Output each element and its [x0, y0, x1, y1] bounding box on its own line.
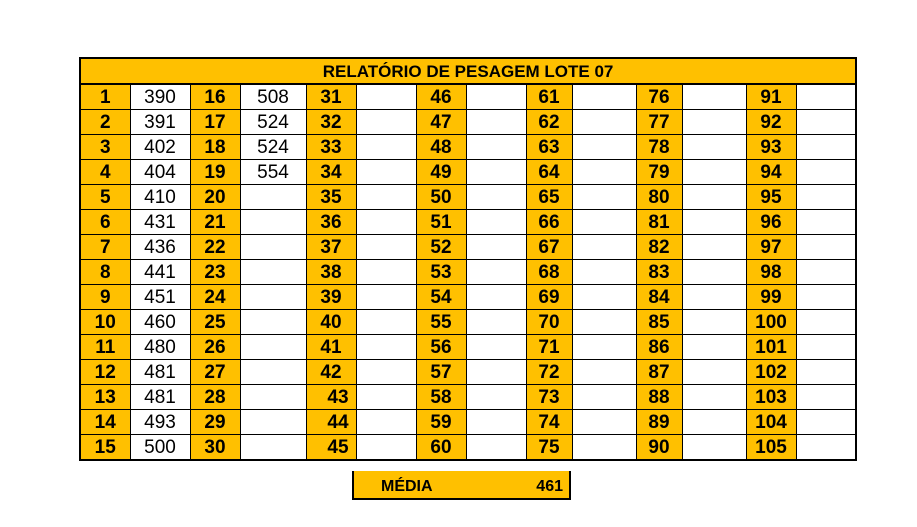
weight-value-cell[interactable]: [356, 360, 416, 385]
weight-value-cell[interactable]: [466, 435, 526, 461]
animal-number-cell: 97: [746, 235, 796, 260]
animal-number-cell: 71: [526, 335, 572, 360]
weight-value-cell[interactable]: [240, 285, 306, 310]
weight-value-cell[interactable]: [356, 435, 416, 461]
animal-number-cell: 32: [306, 110, 356, 135]
animal-number-cell: 35: [306, 185, 356, 210]
weight-value-cell[interactable]: [796, 185, 856, 210]
weight-value-cell[interactable]: [796, 135, 856, 160]
weight-value-cell[interactable]: [796, 235, 856, 260]
animal-number-cell: 95: [746, 185, 796, 210]
animal-number-cell: 84: [636, 285, 682, 310]
weight-value-cell[interactable]: [240, 335, 306, 360]
weight-value-cell[interactable]: 480: [130, 335, 190, 360]
weight-value-cell[interactable]: 402: [130, 135, 190, 160]
animal-number-cell: 12: [80, 360, 130, 385]
table-row: [80, 84, 856, 110]
weight-value-cell[interactable]: [682, 260, 746, 285]
animal-number-cell: 100: [746, 310, 796, 335]
table-row: [80, 135, 856, 160]
animal-number-cell: 54: [416, 285, 466, 310]
animal-number-cell: 77: [636, 110, 682, 135]
average-value: 461: [536, 478, 563, 495]
animal-number-cell: 63: [526, 135, 572, 160]
animal-number-cell: 68: [526, 260, 572, 285]
weight-value-cell[interactable]: 441: [130, 260, 190, 285]
animal-number-cell: 73: [526, 385, 572, 410]
table-row: [80, 210, 856, 235]
weight-value-cell[interactable]: [682, 110, 746, 135]
weight-value-cell[interactable]: [466, 84, 526, 110]
weight-value-cell[interactable]: [796, 410, 856, 435]
animal-number-cell: 42: [306, 360, 356, 385]
weight-value-cell[interactable]: 460: [130, 310, 190, 335]
animal-number-cell: 9: [80, 285, 130, 310]
animal-number-cell: 6: [80, 210, 130, 235]
animal-number-cell: 78: [636, 135, 682, 160]
animal-number-cell: 58: [416, 385, 466, 410]
weight-value-cell[interactable]: [356, 235, 416, 260]
weight-value-cell[interactable]: [682, 235, 746, 260]
animal-number-cell: 56: [416, 335, 466, 360]
animal-number-cell: 45: [306, 435, 356, 461]
animal-number-cell: 7: [80, 235, 130, 260]
animal-number-cell: 52: [416, 235, 466, 260]
animal-number-cell: 20: [190, 185, 240, 210]
animal-number-cell: 96: [746, 210, 796, 235]
animal-number-cell: 8: [80, 260, 130, 285]
table-row: [80, 235, 856, 260]
animal-number-cell: 3: [80, 135, 130, 160]
animal-number-cell: 41: [306, 335, 356, 360]
weight-value-cell[interactable]: 481: [130, 385, 190, 410]
animal-number-cell: 48: [416, 135, 466, 160]
weight-value-cell[interactable]: [356, 135, 416, 160]
animal-number-cell: 85: [636, 310, 682, 335]
weight-value-cell[interactable]: [356, 260, 416, 285]
animal-number-cell: 92: [746, 110, 796, 135]
animal-number-cell: 79: [636, 160, 682, 185]
table-row: [80, 185, 856, 210]
animal-number-cell: 2: [80, 110, 130, 135]
weight-value-cell[interactable]: [466, 285, 526, 310]
weight-value-cell[interactable]: [356, 210, 416, 235]
weight-value-cell[interactable]: [682, 385, 746, 410]
animal-number-cell: 38: [306, 260, 356, 285]
animal-number-cell: 11: [80, 335, 130, 360]
weight-value-cell[interactable]: [572, 260, 636, 285]
animal-number-cell: 80: [636, 185, 682, 210]
animal-number-cell: 27: [190, 360, 240, 385]
animal-number-cell: 76: [636, 84, 682, 110]
weight-value-cell[interactable]: [796, 435, 856, 461]
table-row: [80, 260, 856, 285]
weight-value-cell[interactable]: [356, 160, 416, 185]
weight-value-cell[interactable]: 431: [130, 210, 190, 235]
animal-number-cell: 1: [80, 84, 130, 110]
animal-number-cell: 10: [80, 310, 130, 335]
animal-number-cell: 43: [306, 385, 356, 410]
weight-value-cell[interactable]: [572, 185, 636, 210]
animal-number-cell: 36: [306, 210, 356, 235]
weight-value-cell[interactable]: 524: [240, 110, 306, 135]
weighing-report-table: [79, 57, 857, 461]
animal-number-cell: 98: [746, 260, 796, 285]
weight-value-cell[interactable]: [466, 210, 526, 235]
weight-value-cell[interactable]: 524: [240, 135, 306, 160]
weight-value-cell[interactable]: [356, 84, 416, 110]
weight-value-cell[interactable]: 481: [130, 360, 190, 385]
animal-number-cell: 65: [526, 185, 572, 210]
weight-value-cell[interactable]: [466, 360, 526, 385]
weight-value-cell[interactable]: [572, 360, 636, 385]
animal-number-cell: 67: [526, 235, 572, 260]
table-row: [80, 385, 856, 410]
weight-value-cell[interactable]: [572, 335, 636, 360]
weight-value-cell[interactable]: [796, 310, 856, 335]
weight-value-cell[interactable]: [682, 135, 746, 160]
animal-number-cell: 88: [636, 385, 682, 410]
weight-value-cell[interactable]: [796, 160, 856, 185]
weight-value-cell[interactable]: [796, 360, 856, 385]
weight-value-cell[interactable]: [240, 435, 306, 461]
animal-number-cell: 46: [416, 84, 466, 110]
table-row: [80, 335, 856, 360]
animal-number-cell: 26: [190, 335, 240, 360]
weight-value-cell[interactable]: [796, 84, 856, 110]
animal-number-cell: 39: [306, 285, 356, 310]
animal-number-cell: 17: [190, 110, 240, 135]
report-body: [80, 84, 856, 460]
weight-value-cell[interactable]: [466, 135, 526, 160]
animal-number-cell: 82: [636, 235, 682, 260]
animal-number-cell: 29: [190, 410, 240, 435]
average-label: MÉDIA: [381, 478, 433, 495]
weight-value-cell[interactable]: [572, 210, 636, 235]
weight-value-cell[interactable]: 404: [130, 160, 190, 185]
animal-number-cell: 103: [746, 385, 796, 410]
animal-number-cell: 24: [190, 285, 240, 310]
weight-value-cell[interactable]: [466, 335, 526, 360]
animal-number-cell: 86: [636, 335, 682, 360]
animal-number-cell: 91: [746, 84, 796, 110]
animal-number-cell: 22: [190, 235, 240, 260]
table-row: [80, 110, 856, 135]
weight-value-cell[interactable]: [682, 435, 746, 461]
weight-value-cell[interactable]: [572, 410, 636, 435]
animal-number-cell: 5: [80, 185, 130, 210]
weight-value-cell[interactable]: [682, 410, 746, 435]
table-row: [80, 160, 856, 185]
weight-value-cell[interactable]: 451: [130, 285, 190, 310]
animal-number-cell: 87: [636, 360, 682, 385]
weight-value-cell[interactable]: [796, 285, 856, 310]
weight-value-cell[interactable]: [466, 235, 526, 260]
animal-number-cell: 93: [746, 135, 796, 160]
weight-value-cell[interactable]: [682, 360, 746, 385]
weight-value-cell[interactable]: [466, 110, 526, 135]
weight-value-cell[interactable]: [572, 135, 636, 160]
animal-number-cell: 28: [190, 385, 240, 410]
animal-number-cell: 21: [190, 210, 240, 235]
animal-number-cell: 19: [190, 160, 240, 185]
weight-value-cell[interactable]: [240, 410, 306, 435]
animal-number-cell: 60: [416, 435, 466, 461]
weight-value-cell[interactable]: [466, 410, 526, 435]
animal-number-cell: 37: [306, 235, 356, 260]
weight-value-cell[interactable]: [356, 285, 416, 310]
weight-value-cell[interactable]: [572, 310, 636, 335]
table-row: [80, 310, 856, 335]
animal-number-cell: 34: [306, 160, 356, 185]
report-title: RELATÓRIO DE PESAGEM LOTE 07: [80, 58, 856, 84]
animal-number-cell: 61: [526, 84, 572, 110]
animal-number-cell: 104: [746, 410, 796, 435]
weight-value-cell[interactable]: [240, 385, 306, 410]
animal-number-cell: 69: [526, 285, 572, 310]
weight-value-cell[interactable]: [240, 310, 306, 335]
weight-value-cell[interactable]: [572, 435, 636, 461]
table-row: [80, 285, 856, 310]
weight-value-cell[interactable]: [682, 310, 746, 335]
animal-number-cell: 55: [416, 310, 466, 335]
animal-number-cell: 47: [416, 110, 466, 135]
animal-number-cell: 83: [636, 260, 682, 285]
animal-number-cell: 70: [526, 310, 572, 335]
animal-number-cell: 94: [746, 160, 796, 185]
weight-value-cell[interactable]: 436: [130, 235, 190, 260]
weight-value-cell[interactable]: [240, 210, 306, 235]
weight-value-cell[interactable]: [572, 285, 636, 310]
weight-value-cell[interactable]: [466, 160, 526, 185]
animal-number-cell: 99: [746, 285, 796, 310]
weight-value-cell[interactable]: [240, 360, 306, 385]
weight-value-cell[interactable]: 391: [130, 110, 190, 135]
animal-number-cell: 81: [636, 210, 682, 235]
weight-value-cell[interactable]: [356, 385, 416, 410]
table-row: [80, 435, 856, 461]
weight-value-cell[interactable]: [572, 110, 636, 135]
weight-value-cell[interactable]: 508: [240, 84, 306, 110]
animal-number-cell: 40: [306, 310, 356, 335]
weight-value-cell[interactable]: [466, 385, 526, 410]
weight-value-cell[interactable]: [356, 335, 416, 360]
weight-value-cell[interactable]: [466, 185, 526, 210]
weight-value-cell[interactable]: [572, 385, 636, 410]
animal-number-cell: 18: [190, 135, 240, 160]
average-summary: [352, 471, 571, 500]
weight-value-cell[interactable]: [466, 310, 526, 335]
weight-value-cell[interactable]: [682, 285, 746, 310]
animal-number-cell: 57: [416, 360, 466, 385]
animal-number-cell: 89: [636, 410, 682, 435]
animal-number-cell: 31: [306, 84, 356, 110]
table-row: [80, 360, 856, 385]
weight-value-cell[interactable]: [466, 260, 526, 285]
weight-value-cell[interactable]: [572, 160, 636, 185]
animal-number-cell: 30: [190, 435, 240, 461]
animal-number-cell: 4: [80, 160, 130, 185]
animal-number-cell: 33: [306, 135, 356, 160]
weight-value-cell[interactable]: [240, 235, 306, 260]
weight-value-cell[interactable]: [796, 385, 856, 410]
weight-value-cell[interactable]: 390: [130, 84, 190, 110]
weight-value-cell[interactable]: [572, 84, 636, 110]
animal-number-cell: 59: [416, 410, 466, 435]
weight-value-cell[interactable]: 493: [130, 410, 190, 435]
animal-number-cell: 50: [416, 185, 466, 210]
weight-value-cell[interactable]: [240, 260, 306, 285]
table-row: [80, 410, 856, 435]
weight-value-cell[interactable]: [796, 110, 856, 135]
animal-number-cell: 66: [526, 210, 572, 235]
weight-value-cell[interactable]: [356, 110, 416, 135]
weight-value-cell[interactable]: [796, 260, 856, 285]
animal-number-cell: 105: [746, 435, 796, 461]
animal-number-cell: 15: [80, 435, 130, 461]
weight-value-cell[interactable]: 554: [240, 160, 306, 185]
animal-number-cell: 74: [526, 410, 572, 435]
weight-value-cell[interactable]: [240, 185, 306, 210]
animal-number-cell: 62: [526, 110, 572, 135]
weight-value-cell[interactable]: [682, 160, 746, 185]
weight-value-cell[interactable]: [356, 185, 416, 210]
weight-value-cell[interactable]: [682, 84, 746, 110]
animal-number-cell: 44: [306, 410, 356, 435]
weight-value-cell[interactable]: [796, 210, 856, 235]
weight-value-cell[interactable]: [572, 235, 636, 260]
animal-number-cell: 14: [80, 410, 130, 435]
animal-number-cell: 101: [746, 335, 796, 360]
weight-value-cell[interactable]: [356, 310, 416, 335]
animal-number-cell: 53: [416, 260, 466, 285]
animal-number-cell: 23: [190, 260, 240, 285]
animal-number-cell: 49: [416, 160, 466, 185]
animal-number-cell: 75: [526, 435, 572, 461]
animal-number-cell: 90: [636, 435, 682, 461]
weight-value-cell[interactable]: [682, 335, 746, 360]
weight-value-cell[interactable]: [682, 185, 746, 210]
weight-value-cell[interactable]: [796, 335, 856, 360]
animal-number-cell: 51: [416, 210, 466, 235]
animal-number-cell: 102: [746, 360, 796, 385]
weight-value-cell[interactable]: [356, 410, 416, 435]
animal-number-cell: 16: [190, 84, 240, 110]
weight-value-cell[interactable]: [682, 210, 746, 235]
animal-number-cell: 13: [80, 385, 130, 410]
weight-value-cell[interactable]: 410: [130, 185, 190, 210]
animal-number-cell: 25: [190, 310, 240, 335]
weight-value-cell[interactable]: 500: [130, 435, 190, 461]
animal-number-cell: 64: [526, 160, 572, 185]
animal-number-cell: 72: [526, 360, 572, 385]
